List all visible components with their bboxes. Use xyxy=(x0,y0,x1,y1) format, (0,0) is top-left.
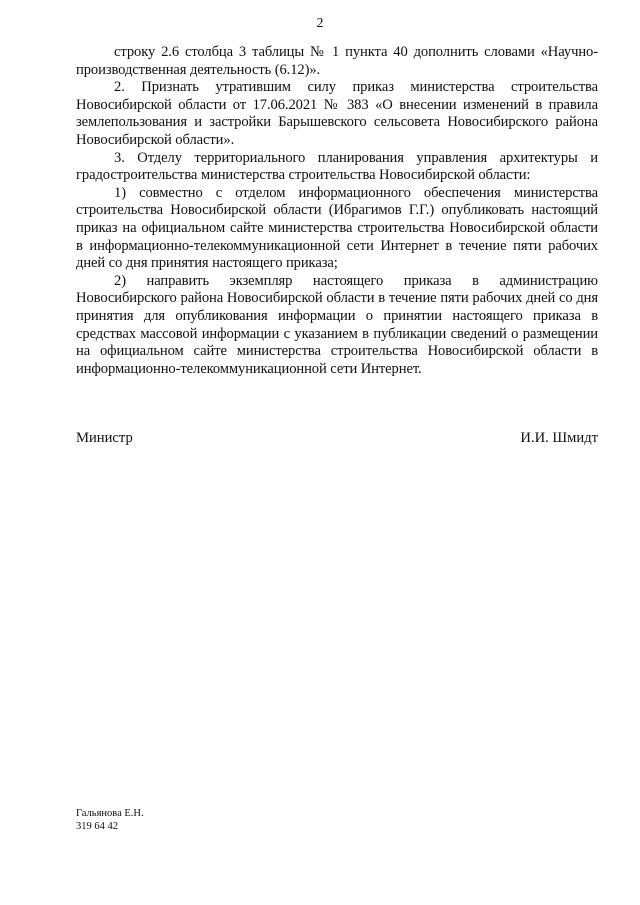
paragraph-1: строку 2.6 столбца 3 таблицы № 1 пункта 40 дополнить словами «Научно-производственная деятельность (6.12)». xyxy=(76,44,598,78)
signatory-position: Министр xyxy=(76,430,133,446)
executor-name: Гальянова Е.Н. xyxy=(76,808,144,819)
executor-block xyxy=(76,808,144,833)
signature-block xyxy=(76,429,598,447)
page-number: 2 xyxy=(316,16,324,31)
paragraph-5: 2) направить экземпляр настоящего приказа в администрацию Новосибирского района Новосибирской области в течение пяти рабочих дней со дня принятия для опубликования информации о принятии настоящего приказа в средствах массовой информации с указанием в публикации сведений о размещении на официальном сайте министерства строительства Новосибирской области в информационно-телекоммуникационной сети Интернет. xyxy=(76,272,598,377)
signatory-name: И.И. Шмидт xyxy=(520,430,598,446)
paragraph-4: 1) совместно с отделом информационного обеспечения министерства строительства Новосибирской области (Ибрагимов Г.Г.) опубликовать настоящий приказ на официальном сайте министерства строительства Новосибирской области в информационно-телекоммуникационной сети Интернет в течение пяти рабочих дней со дня принятия настоящего приказа; xyxy=(76,184,598,272)
document-body xyxy=(76,44,598,378)
paragraph-3: 3. Отделу территориального планирования управления архитектуры и градостроительства министерства строительства Новосибирской области: xyxy=(76,149,598,184)
executor-phone: 319 64 42 xyxy=(76,820,118,832)
paragraph-2: 2. Признать утратившим силу приказ министерства строительства Новосибирской области от 17.06.2021 № 383 «О внесении изменений в правила землепользования и застройки Барышевского сельсовета Новосибирского района Новосибирской области». xyxy=(76,79,598,148)
